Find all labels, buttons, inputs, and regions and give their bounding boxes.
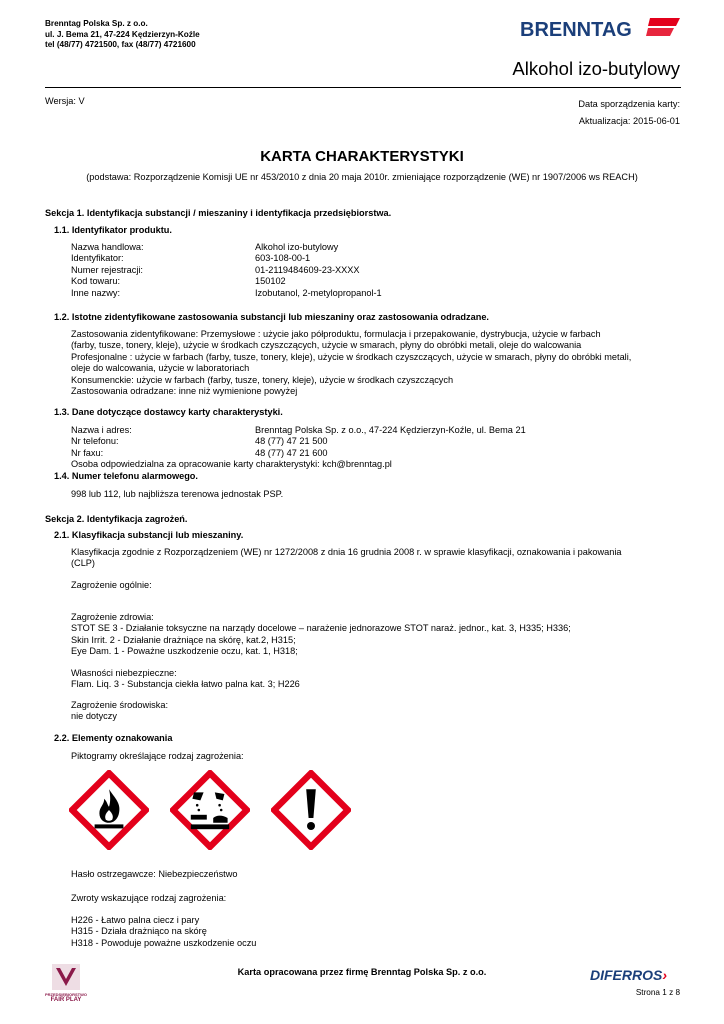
h-statements-list [71, 915, 691, 949]
h-statement: H318 - Powoduje poważne uszkodzenie oczu [71, 937, 257, 948]
uses-line: Profesjonalne : użycie w farbach (farby, tusze, tonery, kleje), użycie w środkach czyszczących, użycie w smarach, płyny do obróbki metali, [71, 351, 632, 362]
general-hazard-label: Zagrożenie ogólnie: [71, 580, 152, 590]
version-label: Wersja: V [45, 96, 85, 106]
fax-value: 48 (77) 47 21 600 [255, 447, 328, 458]
uses-line: Zastosowania odradzane: inne niż wymienione powyżej [71, 386, 298, 397]
responsible-contact: Osoba odpowiedzialna za opracowanie karty charakterystyki: kch@brenntag.pl [71, 459, 392, 469]
product-title: Alkohol izo-butylowy [512, 58, 680, 79]
address-value: Brenntag Polska Sp. z o.o., 47-224 Kędzierzyn-Koźle, ul. Bema 21 [255, 425, 526, 435]
section-2-1-heading: 2.1. Klasyfikacja substancji lub mieszaniny. [54, 530, 244, 540]
product-code-label: Kod towaru: [71, 276, 121, 287]
registration-label: Numer rejestracji: [71, 264, 143, 275]
corrosion-icon [170, 770, 250, 850]
h-statements-label: Zwroty wskazujące rodzaj zagrożenia: [71, 893, 227, 903]
uses-line: Konsumenckie: użycie w farbach (farby, tusze, tonery, kleje), użycie w środkach czyszczących [71, 374, 454, 385]
brenntag-logo [520, 16, 680, 40]
product-code-value: 150102 [255, 276, 286, 287]
health-hazard-line: STOT SE 3 - Działanie toksyczne na narządy docelowe – narażenie jednorazowe STOT naraż. jednor., kat. 3, H335; H336; [71, 623, 571, 634]
date-label: Data sporządzenia karty: [578, 99, 680, 109]
company-phone: tel (48/77) 4721500, fax (48/77) 4721600 [45, 40, 196, 49]
diferros-logo-text: DIFERROS [590, 967, 663, 983]
environmental-hazard-line: nie dotyczy [71, 711, 117, 722]
fair-play-caption-line1: PRZEDSIĘBIORSTWO [44, 992, 87, 997]
h-statement: H226 - Łatwo palna ciecz i pary [71, 915, 200, 925]
company-street: ul. J. Bema 21, 47-224 Kędzierzyn-Koźle [45, 29, 200, 39]
physical-hazard-line: Własności niebezpieczne: [71, 668, 177, 678]
exclamation-icon [271, 770, 351, 850]
uses-paragraph [71, 329, 691, 397]
classification-text [71, 547, 691, 570]
fair-play-caption-line2: FAIR PLAY [50, 997, 82, 1003]
classification-line: (CLP) [71, 558, 95, 569]
signal-word: Hasło ostrzegawcze: Niebezpieczeństwo [71, 869, 238, 879]
health-hazards [71, 612, 691, 658]
brenntag-logo-text: BRENNTAG [520, 19, 632, 40]
identifier-value: 603-108-00-1 [255, 253, 311, 264]
other-names-label: Inne nazwy: [71, 287, 121, 298]
other-names-value: Izobutanol, 2-metylopropanol-1 [255, 287, 382, 298]
trade-name-value: Alkohol izo-butylowy [255, 242, 339, 252]
update-date: Aktualizacja: 2015-06-01 [578, 116, 680, 126]
phone-label: Nr telefonu: [71, 436, 119, 447]
environmental-hazard-line: Zagrożenie środowiska: [71, 700, 169, 710]
uses-line: (farby, tusze, tonery, kleje), użycie w środkach czyszczących, użycie w smarach, płyny do obróbki metali, oleje do walcowania [71, 340, 582, 351]
section-1-4-heading: 1.4. Numer telefonu alarmowego. [54, 471, 198, 481]
uses-line: oleje do walcowania, użycie w laboratoriach [71, 363, 250, 374]
supplier-table [71, 425, 671, 461]
health-hazard-line: Skin Irrit. 2 - Działanie drażniące na skórę, kat.2, H315; [71, 634, 296, 645]
health-hazard-line: Eye Dam. 1 - Poważne uszkodzenie oczu, kat. 1, H318; [71, 646, 298, 657]
document-title: KARTA CHARAKTERYSTYKI [260, 148, 464, 165]
document-basis: (podstawa: Rozporządzenie Komisji UE nr 453/2010 z dnia 20 maja 2010r. zmieniające rozporządzenie (WE) nr 1907/2006 ws REACH) [86, 172, 638, 182]
company-address [45, 19, 200, 51]
diferros-arrow-icon: › [662, 967, 668, 983]
uses-line: Zastosowania zidentyfikowane: Przemysłowe : użycie jako półproduktu, formulacja i przepakowanie, dystrybucja, użycie w farbach [71, 329, 601, 339]
section-1-2-heading: 1.2. Istotne zidentyfikowane zastosowania substancji lub mieszaniny oraz zastosowania odradzane. [54, 312, 489, 322]
section-1-3-heading: 1.3. Dane dotyczące dostawcy karty charakterystyki. [54, 407, 283, 417]
brenntag-logo-icon [520, 16, 680, 40]
emergency-phone-text: 998 lub 112, lub najbliższa terenowa jednostak PSP. [71, 489, 284, 499]
section-2-2-heading: 2.2. Elementy oznakowania [54, 733, 173, 743]
pictograms-label: Piktogramy określające rodzaj zagrożenia: [71, 751, 244, 761]
prepared-by: Karta opracowana przez firmę Brenntag Polska Sp. z o.o. [237, 967, 487, 977]
identifier-label: Identyfikator: [71, 253, 124, 264]
section-1-heading: Sekcja 1. Identyfikacja substancji / mieszaniny i identyfikacja przedsiębiorstwa. [45, 208, 392, 218]
section-1-1-heading: 1.1. Identyfikator produktu. [54, 225, 172, 235]
page-number: Strona 1 z 8 [635, 988, 680, 997]
environmental-hazards [71, 700, 691, 723]
classification-line: Klasyfikacja zgodnie z Rozporządzeniem (WE) nr 1272/2008 z dnia 16 grudnia 2008 r. w sprawie klasyfikacji, oznakowania i pakowania [71, 547, 622, 557]
fax-label: Nr faxu: [71, 447, 104, 458]
health-hazard-line: Zagrożenie zdrowia: [71, 612, 154, 622]
h-statement: H315 - Działa drażniąco na skórę [71, 926, 207, 937]
trade-name-label: Nazwa handlowa: [71, 242, 144, 252]
phone-value: 48 (77) 47 21 500 [255, 436, 328, 447]
header-divider [45, 87, 681, 88]
company-name: Brenntag Polska Sp. z o.o. [45, 19, 148, 28]
product-identifier-table [71, 242, 671, 302]
physical-hazard-line: Flam. Liq. 3 - Substancja ciekła łatwo palna kat. 3; H226 [71, 679, 300, 690]
registration-value: 01-2119484609-23-XXXX [255, 264, 360, 275]
section-2-heading: Sekcja 2. Identyfikacja zagrożeń. [45, 514, 188, 524]
physical-hazards [71, 668, 691, 691]
diferros-logo [590, 967, 667, 983]
address-label: Nazwa i adres: [71, 425, 132, 435]
flame-icon [69, 770, 149, 850]
